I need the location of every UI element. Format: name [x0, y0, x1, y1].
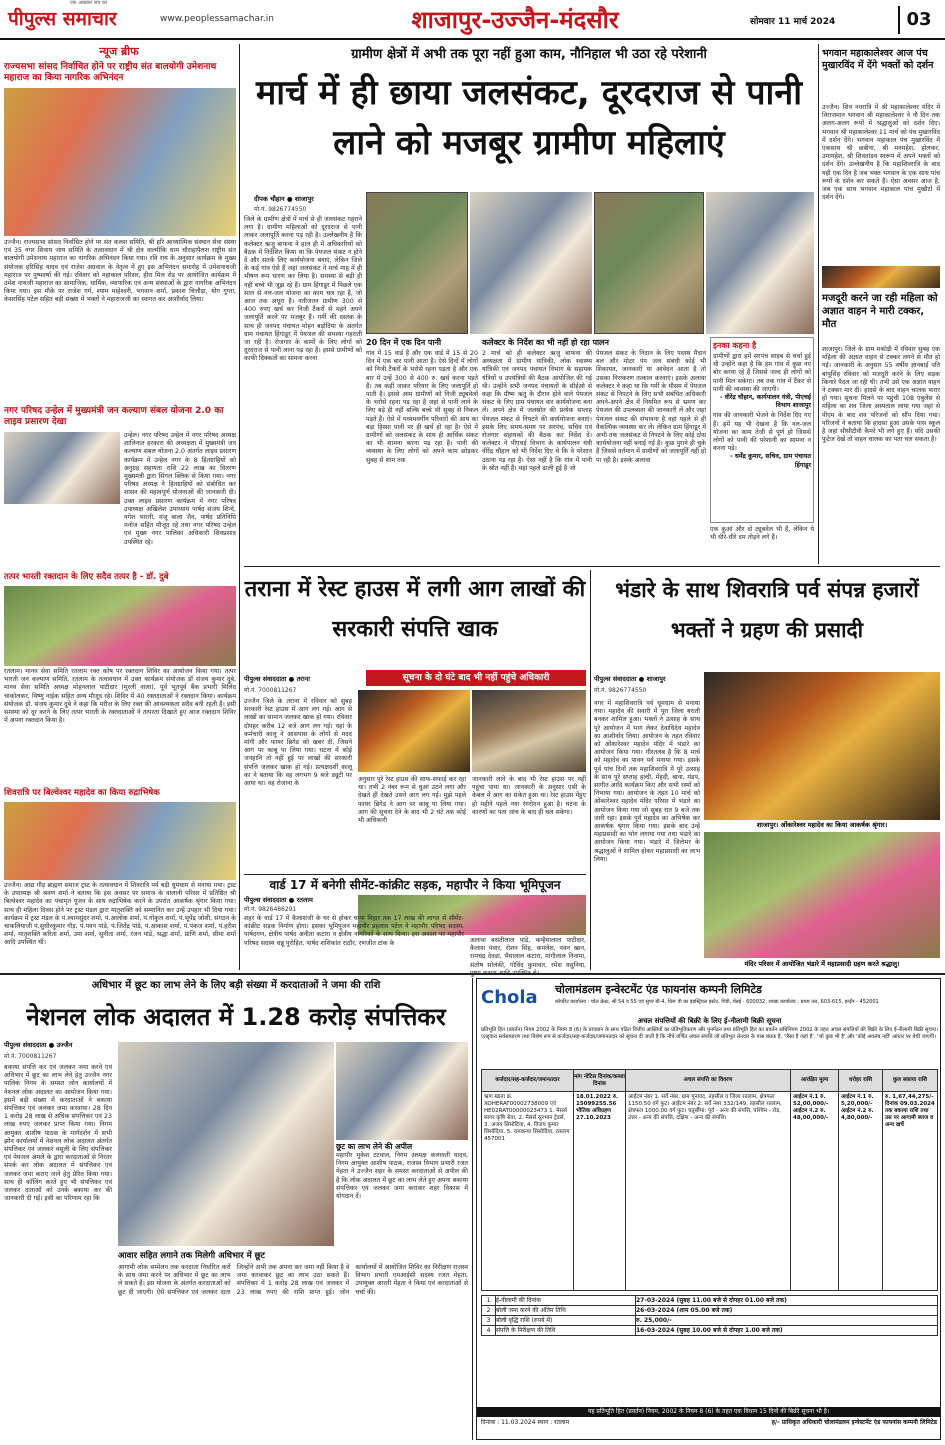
bhandara-caption-1: शाजापुर। ओंकारेश्वर महादेव का किया आकर्षक श्रृंगार। — [704, 820, 940, 830]
bhandara-story — [594, 570, 940, 970]
lead-mobile: मो.नं. 9826774550 — [254, 206, 307, 213]
lead-kicker: ग्रामीण क्षेत्रों में अभी तक पूरा नहीं हुआ काम, नौनिहाल भी उठा रहे परेशानी — [351, 47, 707, 62]
lok-kicker: अधिभार में छूट का लाभ लेने के लिए बड़ी संख्या में करदाताओं ने जमा की राशि — [91, 980, 381, 991]
brief-3-photo — [4, 586, 236, 666]
chola-signature: ह/- प्राधिकृत अधिकारी चोलामंडलम इन्वेस्टमेंट एंड फायनांस कम्पनी लिमिटेड — [771, 1419, 937, 1426]
lok-photo — [118, 1042, 334, 1246]
table-cell: 4 — [482, 1326, 496, 1336]
table-cell: बोली जमा करने की अंतिम तिथि — [496, 1306, 636, 1316]
ward-mobile: मो.नं. 9826486291 — [244, 906, 297, 913]
table-row — [482, 1296, 938, 1306]
quote-2: गांव की जानकारी भेजने के निर्देश दिए गए हैं। हमें यह भी देखना है कि नल-जल योजना का काम तेजी से पूर्ण हो जिससे लोगों को पानी की परेशानी का सामना न करना पड़े। — [713, 412, 811, 453]
table-cell: आईटम नं.1 रु. 5,20,000/- आईटम नं.2 रु. 4,80,000/- — [839, 1092, 883, 1291]
table-row — [482, 1316, 938, 1326]
ward-col-1: शहर के वार्ड 17 में कैलाशजी के घर से होकर चम्पा विहार तक 17 लाख की लागत से सीमेंट-कांक्रीट सड़क निर्माण होगा। इसका भूमिपूजन महापौर प्रहलाद पटेल ने महापौर परिषद सदस्य, पार्षदगण, क्षेत्रीय पार्षद अनीता कटारा व क्षेत्रीय नागरिकों के साथ किया। इस अवसर पर महापौर परिषद सदस्य धन्नू पुरोहित, पार्षद शशिकांत राठौर, रणजीत टांक के — [244, 915, 464, 947]
brief-2-body: उन्हेल। नगर परिषद उन्हेल में नगर परिषद अध्यक्ष शालिनात हरकारा की अध्यक्षता में मुख्यमंत्री जन कल्याण संबल योजना 2.0 अंतर्गत लाइव प्रसारण कार्यक्रम में उन्हेल नगर के 8 हितग्राहियों को अनुग्रह सहायता राशि 22 लाख का वितरण मुख्यमंत्री द्वारा सिंगल क्लिक से किया गया। नगर परिषद अध्यक्ष ने हितग्राहियों को संबोधित कर शासन की महत्वपूर्ण योजनाओं की जानकारी दी। उक्त लाइव प्रसारण कार्यक्रम में नगर परिषद उपाध्यक्ष अखिलेश उपाध्याय पार्षद संजय शिन्दे, नगेश भारती, मंजू बाला जैन, पार्षद प्रतिनिधि मनोज सहित मौजूद रहे तथा नगर परिषद उन्हेल एवं मुख्य नगर पालिका अधिकारी शिवप्रसाद उपस्थित रहे। — [124, 432, 236, 546]
masthead — [0, 0, 945, 40]
brand-logo: पीपुल्स समाचार — [8, 8, 117, 30]
quote-box-title: इनका कहना है — [713, 341, 757, 350]
lok-photo-note — [336, 1142, 468, 1246]
table-cell: 1 — [482, 1296, 496, 1306]
lok-adalat-story — [4, 978, 468, 1440]
lead-col-3: 2 मार्च को ही कलेक्टर ऋजु बाफना की अध्यक्षता में ग्रामीण यांत्रिकी, लोक स्वास्थ्य यांत्रिकी एवं जनपद पंचायत विभाग के सहायक यंत्रियों व उपयंत्रियों की बैठक आयोजित की गई थी। उन्होंने सभी जनपद पंचायतों के सीईओ से कहा कि ग्रीष्म ऋतु के दौरान होने वाले पेयजल संकट के लिए ग्राम पंचायत वार कार्ययोजना बना लें। अपने क्षेत्र में जलस्रोत की प्रत्येक सप्ताह पेयजल संकट से निपटने की कार्ययोजना बनाएं। इसके लिए समय-समय पर सरपंच, सचिव एवं रोजगार सहायकों की बैठक कर निर्देश दें। कलेक्टर ने पीएचई विभाग के कार्यपालन यंत्री वीरेंद्र चौहान को भी निर्देश दिए थे कि वे परेशान उठाना पड़ रहा है। ऐसा नहीं है कि गांव में पानी के स्रोत नहीं हैं। यहां पहले ढाली हुई है जो — [482, 350, 592, 472]
right-photo — [822, 266, 940, 288]
chola-logo: Chola — [481, 987, 538, 1008]
table-cell: 18.01.2022 रु. 15099255.56 भौतिक अधिग्रहण 27.10.2023 — [574, 1092, 626, 1291]
tarana-mobile: मो.नं. 7000811267 — [244, 687, 297, 694]
lead-subhead-1: 20 दिन में एक दिन पानी — [366, 338, 442, 347]
ward-headline: वार्ड 17 में बनेगी सीमेंट-कांक्रीट सड़क, महापौर ने किया भूमिपूजन — [269, 878, 561, 892]
bhandara-photo-1 — [704, 672, 940, 820]
table-cell: 3 — [482, 1316, 496, 1326]
chola-notice-title: अचल संपत्तियों की बिक्री के लिए ई-नीलामी बिक्री सूचना — [637, 1017, 782, 1025]
table-cell: ऋण खाता क्र. XOHERAT00002738009 एवं HE02RAT00000023473 1. मेसर्स सागर कृषि सेवा, 2. मैसर्स सुरभान ट्रेडर्स, 3. अजय सिसोदिया, 4. विजय कुमार सिसोदिया, 5. रामकन्या सिसोदिया, रतलाम 457001 — [482, 1092, 574, 1291]
table-cell: संपत्ति के निरीक्षण की तिथि — [496, 1326, 636, 1336]
tarana-col-2: अनुसार पूरे रेस्ट हाउस की साफ-सफाई कर रहा था। तभी 2 नंबर रूम से धुआं उठने लगा और देखते ही देखते उसने आग लग गई। मुझे पहले फायर ब्रिगेड ने आग पर काबू पा लिया गया। आग की सूचना देने के बाद भी 2 घंटे तक कोई भी अधिकारी — [358, 776, 466, 825]
table-header: अचल संपत्ति का विवरण — [626, 1070, 791, 1092]
table-row — [482, 1092, 938, 1291]
table-cell: 2 — [482, 1306, 496, 1316]
lead-byline: दीपक चौहान ● शाजापुर — [254, 195, 314, 203]
lok-mobile: मो.नं. 7000811267 — [4, 1053, 57, 1060]
lok-subhead: आवार सहित लगाने तक मिलेगी अधिभार में छूट — [118, 1251, 265, 1261]
table-header: धरोहर राशि — [839, 1070, 883, 1092]
table-header: आरक्षित मूल्य — [791, 1070, 839, 1092]
brief-1-title: राज्यसभा सांसद निर्वाचित होने पर राष्ट्रीय संत बालयोगी उमेशनाथ महाराज का किया नागरिक अभिनंदन — [4, 62, 217, 83]
table-cell: ई-नीलामी की दिनांक — [496, 1296, 636, 1306]
lead-story — [244, 44, 814, 564]
brief-4-body: उज्जैन। आद्य गौड़ ब्राह्मण समाज ट्रस्ट के तत्वावधान में शिवरात्रि पर्व बड़ी धूमधाम से मनाया गया। ट्रस्ट के उपाध्यक्ष श्री श्रवण शर्मा ने बताया कि इस अवसर पर समाज के वालानी परिसर में प्रतिष्ठित श्री बिल्वेश्वर महादेव का पंचामृत पूजन के साथ रुद्राभिषेक करने के उपरांत आकर्षक श्रृंगार किया गया। साथ ही महिला दिवस होने पर ट्रस्ट मंडल द्वारा मातृशक्ति को सम्मानित कर उन्हें उपहार भी दिया गया। कार्यक्रम में ट्रस्ट मंडल के पं.श्यामसुंदर शर्मा, पं.आलोक शर्मा, पं.गोकुल शर्मा, पं.भूपेंद्र जोशी, संगठन के चाकलियाजी पं.सुधीरकुमार गौड़, पं.पवन पांडे, पं.जितेंद्र पांडे, पं.आकाश शर्मा, पं.पंकज शर्मा, पं.हरीश शर्मा, मातृशक्ति करिता शर्मा, उमा शर्मा, सुनीता शर्मा, रंजन पांडे, श्रद्धा शर्मा, प्राणि शर्मा, सीमा शर्मा आदि उपस्थित थीं। — [4, 882, 236, 947]
chola-schedule — [481, 1295, 938, 1336]
table-cell: 16-03-2024 (सुबह 10.00 बजे से दोपहर 1.00 बजे तक) — [636, 1326, 938, 1336]
news-brief — [4, 44, 236, 970]
lead-col-4: पेयजल संकट के निदान के लिए पदस्थ मैदान बल और मोटर पंप जल संबंधी कोई भी शिकायत, जानकारी या आवेदन आता है तो उसका निराकरण तत्काल करवाएं। इसके अलावा कलेक्टर ने कहा था कि गर्मी के मौसम में पेयजल संकट से निपटने के लिए सभी संबंधित अधिकारी अपने-अपने क्षेत्र में नियमित रूप से भ्रमण कर पेयजल की उपलब्धता की जानकारी लें और जहां पेयजल संकट की संभावना है वहां पहले से ही वैकल्पिक व्यवस्था कर लें। लेकिन ग्राम हिंगाडूर में अभी तक जलसंकट से निपटने के लिए कोई ठोस कार्ययोजना नहीं बनाई गई है। कुछ पुराने ही चुके हैं जिससे वर्तमान में ग्रामीणों को जलापूर्ति नहीं हो पा रही है। इसके अलावा — [596, 350, 706, 464]
lok-photo-note-title: छूट का लाभ लेने की अपील — [336, 1142, 413, 1151]
lead-photo-1 — [366, 192, 468, 334]
tarana-subhead: सूचना के दो घंटे बाद भी नहीं पहुंचे अधिकारी — [366, 670, 586, 686]
divider — [818, 44, 819, 564]
tarana-byline: पीपुल्स संवाददाता ● तराना — [244, 675, 310, 683]
tarana-story — [244, 570, 586, 870]
table-cell: रु. 1,67,44,275/- दिनांक 09.03.2024 तक बकाया राशि तथा उस पर आगामी ब्याज व अन्य खर्चे — [883, 1092, 938, 1291]
table-header-row — [482, 1070, 938, 1092]
table-row — [482, 1306, 938, 1316]
tarana-headline: तराना में रेस्ट हाउस में लगी आग लाखों की सरकारी संपत्ति खाक — [244, 577, 586, 642]
lead-tail: एक कुआं और दो ट्यूबवेल भी हैं, लेकिन ये भी धीरे-धीरे दम तोड़ने लगे हैं। — [710, 526, 814, 542]
bhandara-caption-2: मंदिर परिसर में आयोजित भंडारे में महाप्रसादी ग्रहण करते श्रद्धालु। — [704, 959, 940, 969]
tagline: एक अखबार सच का — [70, 0, 108, 6]
chola-notice: प्रतिभूति हित (प्रवर्तन) नियम 2002 के नियम 8 (6) के प्रावधान के साथ पठित वित्तीय आस्तियों का प्रतिभूतिकरण और पुनर्गठन तथा प्रतिभूति हित का प्रवर्तन अधिनियम 2002 के तहत अचल संपत्तियों की बिक्री के लिए ई-नीलामी बिक्री सूचना। एतद्द्वारा सर्वसाधारण तथा विशेष रूप से कर्जदार/सह-कर्जदार/जमानतदार को सूचना दी जाती है कि नीचे वर्णित अचल संपत्ति जो प्रतिभूत लेनदार के पास बंधक है, 'जैसा है जहां है', 'जो कुछ भी है' और 'कोई अवलंब नहीं' आधार पर बेची जाएगी। — [481, 1027, 938, 1040]
lok-headline: नेशनल लोक अदालत में 1.28 करोड़ संपत्तिकर — [26, 1003, 446, 1031]
brief-2-title: नगर परिषद उन्हेल में मुख्यमंत्री जन कल्याण संबल योजना 2.0 का लाइव प्रसारण देखा — [4, 406, 224, 427]
chola-auction-notice — [476, 978, 941, 1440]
tarana-col-3: जानकारी लाने के बाद भी रेस्ट हाउस पर नहीं पहुंचा पाया था। जानकारी के अनुसार एसी के केबल में आग का संकेत हुआ था। रेस्ट हाउस मेंहुए हो महीने पहले नया रंगरोगन हुआ है। घटना के कारणों का पता जांच के बाद ही चल सकेगा। — [472, 776, 586, 816]
divider — [472, 978, 473, 1440]
lead-col-2: गांव में 15 वार्ड हैं और एक वार्ड में 15 से 20 दिन में एक बार पानी आता है। ऐसे दिनों में लोगों को निजी टैंकरों के भरोसे रहना पड़ता है और एक बार में उन्हें 300 से 400 रु. खर्च करना पड़ते हैं। तब कहीं जाकर परिवार के लिए जलापूर्ति हो पाती है। इससे आम ग्रामीणों को निजी ट्यूबवेलों के भरोसे रहना पड़ रहा है जहां से पानी लाने के लिए बड़े ही नहीं बल्कि बच्चे भी सुबह से निकल पड़ते हैं। ऐसे में मध्यमवर्गीय परिवारों की आय का बड़ा हिस्सा पानी पर ही खर्च हो रहा है। ऐसे में ग्रामीणों को जलसंकट के साथ ही आर्थिक संकट का भी सामना करना पड़ रहा है। पानी की व्यवस्था के लिए लोगों को अपने काम छोड़कर सुबह से शाम तक — [366, 350, 478, 464]
lead-photo-3 — [594, 192, 704, 334]
ward-col-2: अलावा बसंतीलाल पांडे, कन्हैयालाल पाटीदार, कैलाश पंवार, रोशन सिंह, कमलेश, पवन खान, रामचंद्र देवडा, भैयालाल कटारा, मांगीलाल निनामा, संतोष सोलंकी, गोविंद कुमावत, रमेश वसुनिया, — [470, 937, 586, 969]
chola-table — [481, 1069, 938, 1291]
divider — [239, 44, 240, 970]
brief-1-photo — [4, 88, 236, 236]
table-cell: रु. 25,000/- — [636, 1316, 938, 1326]
right-1-title: भगवान महाकालेश्वर आज पंच मुखारविंद में देंगे भक्तों को दर्शन — [822, 48, 934, 71]
section-title: शाजापुर-उज्जैन-मंदसौर — [411, 6, 619, 34]
bhandara-byline: पीपुल्स संवाददाता ● शाजापुर — [594, 675, 666, 683]
divider — [244, 566, 940, 567]
brief-3-body: रतलाम। मानव सेवा समिति रतलाम रक्त कोष पर रक्तदान शिविर का आयोजन किया गया। तत्पर भारती जन कल्याण समिति, रतलाम के तत्वावधान में उक्त कार्यक्रम संयोजक डॉ संजय कुमार दुबे, मानव सेवा समिति अध्यक्ष मोहनलाल पाटीदार (मुरली वाला), पूर्व भूतपूर्व बैंक प्रभारी मिलिंद चाकोलकर, विष्णु नाईक सहित अन्य मौजूद रहे। शिविर में 40 रक्तदाताओं ने रक्तदान किया। कार्यक्रम संयोजक डॉ. संजय कुमार दुबे ने कहा कि मरीज के लिए रक्त की आवश्यकता सदैव बनी रहती है। इसी समस्या को दूर करने के लिए तत्पर भारती के रक्तदाताओं ने तत्परता दिखाते हुए आज रक्तदान शिविर में अपना रक्तदान किया है। — [4, 668, 236, 725]
bhandara-body: नगर में महाशिवरात्रि पर्व धूमधाम से मनाया गया। महादेव की सवारी में पूरा जिला बराती बनकर शामिल हुआ। भक्तों ने उत्साह के साथ पूरे आयोजन में भाग लेकर देवाधिदेव महादेव का आशीर्वाद लिया। आयोजन के तहत रविवार को ओंकारेश्वर महादेव मंदिर में भंडारे का आयोजन किया गया। गौरतलब है कि 8 मार्च को महादेव का पावन पर्व मनाया गया। इसके पूर्व पांच दिनों तक महाशिवरात्रि में पूरे उत्साह के साथ पूरे सप्ताह हल्दी, मेंहदी, बाना, मंडप, सागीत आदि कार्यक्रम किए और सभी रस्मों को निभाया गया। आयोजन के तहत 10 मार्च को ओंकारेश्वर महादेव मंदिर परिसर में भंडारे का आयोजन किया गया जो सुबह रात 9 बजे तक जारी रहा। इसके पूर्व महादेव का अभिषेक कर आकर्षक श्रृंगार किया गया। इसके बाद उन्हें महाप्रसादी का भोग लगाया गया तथा भंडारे का आयोजन किया गया। भंडारे में जिलेभर के श्रद्धालुओं ने शामिल होकर महाप्रसादी का लाभ लिया। — [594, 700, 700, 863]
date: सोमवार 11 मार्च 2024 — [750, 17, 836, 27]
quote-box — [710, 337, 814, 523]
lok-col-2: आगामी लोक सम्मेलन तक करदाता निर्धारित करों के साथ जमा करने पर अधिभार में छूट का लाभ ले सकते हैं। इस योजना के अंतर्गत करदाताओं को छूट दी जाएगी। ऐसे संपत्तिकर एवं जलकर दाता जिन्होंने अभी तक अपना कर जमा नहीं किया है वे जमा करवाकर छूट का लाभ उठा सकते हैं। संपत्तिकर में 1 करोड़ 28 लाख एवं जलकर में 23 लाख रुपए की राशि प्राप्त हुई। जोन कार्यालयों में आयोजित शिविर का निरीक्षण राजस्व विभाग प्रभारी एमआईसी सदस्य रजत मेहता, उपायुक्त आरती मेहता ने किया एवं करदाताओं से चर्चा की। — [118, 1264, 468, 1296]
bhandara-photo-2 — [704, 832, 940, 958]
brief-4-photo — [4, 802, 236, 880]
lead-subhead-2: कलेक्टर के निर्देश का भी नहीं हो रहा पालन — [482, 338, 609, 347]
bhandara-headline: भंडारे के साथ शिवरात्रि पर्व संपन्न हजारों भक्तों ने ग्रहण की प्रसादी — [615, 578, 919, 642]
tarana-photo-1 — [358, 690, 470, 772]
table-cell: बोली वृद्धि राशि (रुपये में) — [496, 1316, 636, 1326]
chola-company: चोलामंडलम इन्वेस्टमेंट एंड फायनांस कम्पनी लिमिटेड — [555, 983, 762, 996]
quote-1-author: - वीरेंद्र चौहान, कार्यपालन यंत्री, पीएचई विभाग शाजापुर — [719, 394, 811, 410]
right-2-title: मजदूरी करने जा रही महिला को अज्ञात वाहन ने मारी टक्कर, मौत — [822, 293, 938, 330]
lok-col-1: बकाया संपत्ति कर एवं जलकर जमा करने एवं अधिभार में छूट का लाभ लेने हेतु उज्जैन नगर पालिक निगम के समस्त जोन कार्यालयों में नेशनल लोक अदालत का आयोजन किया गया। इसमें बड़ी संख्या में करदाताओं ने बकाया संपत्तिकर एवं जलकर जमा करवाया। 28 दिन 1 करोड़ 28 लाख से अधिक संपत्तिकर एवं 23 लाख रुपए जलकर प्राप्त किया गया। निगम आयुक्त आशीष पाठक के मार्गदर्शन में सभी झोन कार्यालयों में नेशनल लोक अदालत अंतर्गत संपत्तिकर एवं जलकर वसूली के लिए संपत्तिकर एवं पेयजल अमले के द्वारा करदाताओं से निरंतर संपर्क कर लोक अदालत में संपत्तिकर एवं जलकर जमा कराए जाने हेतु प्रेरित किया गया। साथ ही कॉलिंग करते हुए भी संपत्तिकर एवं जलकर दाताओं को उनके बकाया कर की जानकारी दी गई। इसी का परिणाम रहा कि — [4, 1064, 112, 1203]
table-row — [482, 1326, 938, 1336]
table-header: कुल बकाया राशि — [883, 1070, 938, 1092]
quote-2-author: - धर्मेंद्र कुमार, सचिव, ग्राम पंचायत हिंगाडूर — [730, 453, 811, 469]
lead-photo-4 — [706, 192, 814, 334]
lead-col-1: जिले के ग्रामीण क्षेत्रों में मार्च से ही जलसंकट गहराने लगा है। ग्रामीण महिलाओं को दूरदराज से पानी लाकर जलापूर्ति करना पड़ रही है। उल्लेखनीय है कि कलेक्टर ऋजु बाफना ने हाल ही में अधिकारियों को बैठक में निर्देशित किया था कि पेयजल संकट न होने दें और सतर्क लिए कार्ययोजना बनाएं, लेकिन जिले के कई गांव ऐसे हैं जहां जलसंकट ने मार्च माह में ही भीषण रूप धारण कर लिया है। समस्या से बड़ी ही नहीं बच्चे भी जूझ रहे हैं। ग्राम हिंगाडूर में पिछले एक साल से नल-जल योजना का काम चल रहा है, जो आज तक अधूरा है। नतीजतन ग्रामीण 300 से 400 रुपए खर्च कर निजी टैंकरों से महंगे अपने जलापूर्ति करने पर मजबूर हैं। गर्मी की दस्तक के साथ ही जनपद पंचायत मोहन बड़ोदिया के अंतर्गत ग्राम पंचायत हिंगाडूर में पेयजल की समस्या गहराती जा रही है। रोजगार के कामों के लिए लोगों को दूरदराज से पानी लाना पड़ रहा है। इससे ग्रामीणों को काफी दिक्कतों का सामना करना — [244, 216, 362, 363]
lok-byline: पीपुल्स संवाददाता ● उज्जैन — [4, 1041, 73, 1049]
lead-headline: मार्च में ही छाया जलसंकट, दूरदराज से पानी लाने को मजबूर ग्रामीण महिलाएं — [255, 73, 803, 163]
right-1-body: उज्जैन। शिव नवरात्रि में श्री महाकालेश्वर मंदिर में विराजमान भगवान श्री महाकालेश्वर ने नौ दिन तक अलग-अलग रूपों में श्रद्धालुओं को दर्शन दिए। भगवान श्री महाकालेश्वर 11 मार्च को पंच मुखारविंद में दर्शन देंगे। भगवान महाकाल पंच मुखारविंद में एकसाथ श्री छबीना, श्री मनमहेश, होलकर, उमामहेश, श्री शिवतांडव स्वरूप में अपने भक्तों को दर्शन देंगे। उल्लेखनीय है कि महाशिवरात्रि के बाद यही एक दिन है जब भक्त भगवान के एक साथ पांच रूपों के दर्शन कर सकते हैं। ऐसा अवसर आज है, जब एक साथ भगवान महाकाल पांच मुखौटों में दर्शन देंगे। — [822, 104, 940, 202]
brief-label: न्यूज ब्रीफ — [99, 45, 139, 58]
lead-photo-2 — [470, 192, 592, 334]
right-column — [822, 44, 940, 564]
ward-byline: पीपुल्स संवाददाता ● रतलाम — [244, 896, 313, 904]
website: www.peoplessamachar.in — [160, 14, 274, 24]
brief-1-body: उज्जैन। राज्यसभा सांसद निर्वाचित होने पर संत कलश समिति, श्री हरि आध्यात्मिक संस्थान सेवा संस्था एवं 35 नगर शिवाय जाय समिति के तत्वावधान में श्री क्षेत्र वाल्मीकि धाम चौराहापैलश राष्ट्रीय संत बालयोगी उमेशनाथ महाराज का नागरिक अभिनंदन किया गया। रवि राय के अनुसार कार्यक्रम के मुख्य संयोजक हरिसिंह यादव एवं राजेश अग्रवाल के नेतृत्व में हुए इस अभिनंदन समारोह में उमेशनाथजी महाराज पर पुष्पवर्षा की गई। रविवार को महाकाल परिसर, हीरा मिल रोड पर आयोजित कार्यक्रम में उमेश नाथजी महाराज का सामाजिक, धार्मिक, व्यापारिक एवं अन्य संस्थाओं के द्वारा नागरिक अभिनंदन किया गया। इस मौके पर राजेश गर्ग, श्याम माहेश्वरी, भगवान शर्मा, प्रकाश चित्तौड़ा, योग गुप्ता, केसरसिंह पटेल सहित बड़ी संख्या में भक्तों ने महाराजजी का स्वागत कर आशीर्वाद लिया। — [4, 239, 236, 304]
chola-footer: यह प्रतिभूति हित (प्रवर्तन) नियम, 2002 के नियम 8 (6) के तहत एक विधान 15 दिनों की बिक्री सूचना भी है। — [477, 1407, 940, 1417]
chola-place: दिनांक : 11.03.2024 स्थान : रतलाम — [481, 1419, 570, 1426]
tarana-photo-2 — [472, 690, 586, 772]
brief-4-title: शिवरात्रि पर बिल्वेश्वर महादेव का किया रुद्राभिषेक — [4, 788, 160, 798]
table-cell: 26-03-2024 (शाम 05.00 बजे तक) — [636, 1306, 938, 1316]
table-cell: आईटम नं.1 रु. 52,00,000/- आईटम नं.2 रु. 48,00,000/- — [791, 1092, 839, 1291]
table-header: कर्जदार/सह-कर्जदार/जमानतदार — [482, 1070, 574, 1092]
lok-photo-note-body: महापौर मुकेश टटवाल, निगम अध्यक्ष कलावती यादव, निगम आयुक्त आशीष पाठक, राजस्व विभाग प्रभारी रजत मेहता ने उज्जैन शहर के समस्त करदाताओं से अपील की है कि लोक अदालत में छूट का लाभ लेते हुए अपना बकाया संपत्तिकर एवं जलकर जमा कराकर शहर विकास में योगदान दें। — [336, 1152, 468, 1201]
brief-3-title: तत्पर भारती रक्तदान के लिए सदैव तत्पर है - डॉ. दुबे — [4, 572, 169, 582]
table-cell: आईटम नंबर 1. सर्वे नंबर, ग्राम गुनावद, तहसील व जिला रतलाम, क्षेत्रफल 1150.50 वर्ग फुट। आईटम नंबर 2. सर्वे नंबर 332/149, तहसील रतलाम, क्षेत्रफल 1000.00 वर्ग फुट। चतुर्सीमा: पूर्व - अन्य की संपत्ति, पश्चिम - रोड, उत्तर - अन्य की संपत्ति, दक्षिण - अन्य की संपत्ति। — [626, 1092, 791, 1291]
lok-photo-2 — [336, 1042, 468, 1140]
divider — [590, 570, 591, 970]
right-2-body: शाजापुर। जिले के ग्राम मकोड़ी में रविवार सुबह एक महिला की अज्ञात वाहन से टक्कर लगने से मौत हो गई। जानकारी के अनुसार 55 वर्षीय ज्ञानबाई पति बापूसिंह रविवार को मजदूरी करने के लिए सड़क किनारे पैदल जा रही थी। तभी उसे एक अज्ञात वाहन ने टक्कर मार दी। हादसे के बाद वाहन चालक फरार हो गया। सूचना मिलने पर पहुंची 108 एंबुलेंस से महिला का शव जिला अस्पताल लाया गया जहां से पीएम के बाद शव परिजनों को सौंप दिया गया। परिजनों ने बताया कि हादसा हुआ उसके पास स्कूल है जहां सीसीटीवी कैमरे भी लगे हुए हैं। यदि उसकी फुटेज देखें तो वाहन चालक का पता चल सकता है। — [822, 346, 940, 444]
table-cell: 27-03-2024 (सुबह 11.00 बजे से दोपहर 01.00 बजे तक) — [636, 1296, 938, 1306]
page-number: 03 — [898, 6, 938, 34]
quote-1: ग्रामीणों द्वारा हमें सरपंच साहब से चर्चा हुई थी उन्होंने कहा है कि हम गांव में कुछ नए बोर करवा रहे हैं जिससे जल्द ही लोगों को पानी मिल सकेगा। तब तक गांव में टैंकर से पानी की व्यवस्था की जाएगी। — [713, 353, 811, 393]
bhandara-mobile: मो.नं. 9826774550 — [594, 687, 647, 694]
ward-story — [244, 874, 586, 970]
tarana-col-1: उज्जैन जिले के तराना में रविवार को सुबह सरकारी रेस्ट हाउस में आग लग गई। आग से लाखों का सामान जलकर खाक हो गया। रविवार दोपहर करीब 12 बजे आग लग गई। वहां के कर्मचारी कालू ने आसपास के लोगों से मदद मांगी और फायर ब्रिगेड को खबर दी, जिसने आग पर काबू पा लिया गया। घटना में कोई जनहानि तो नहीं हुई पर लाखों की सरकारी संपत्ति जलकर खाक हो गई। प्रत्यक्षदर्शी कालू का ने बताया कि वह लगभग 9 बजे ड्यूटी पर आया था। वह रोजाना के — [244, 698, 352, 788]
chola-office: कॉर्पोरेट कार्यालय : चोल क्रेस्ट, सी 54 व 55 एवं सुपर बी-4, थिरू वी का इंडस्ट्रियल इस्टेट, गिंडी, चेन्नई - 600032, शाखा कार्यालय : प्रथम तल, 603-615, इन्दौर - 452001 — [555, 999, 879, 1005]
divider — [0, 973, 945, 975]
table-header: मांग नोटिस दिनांक/कब्जा दिनांक — [574, 1070, 626, 1092]
